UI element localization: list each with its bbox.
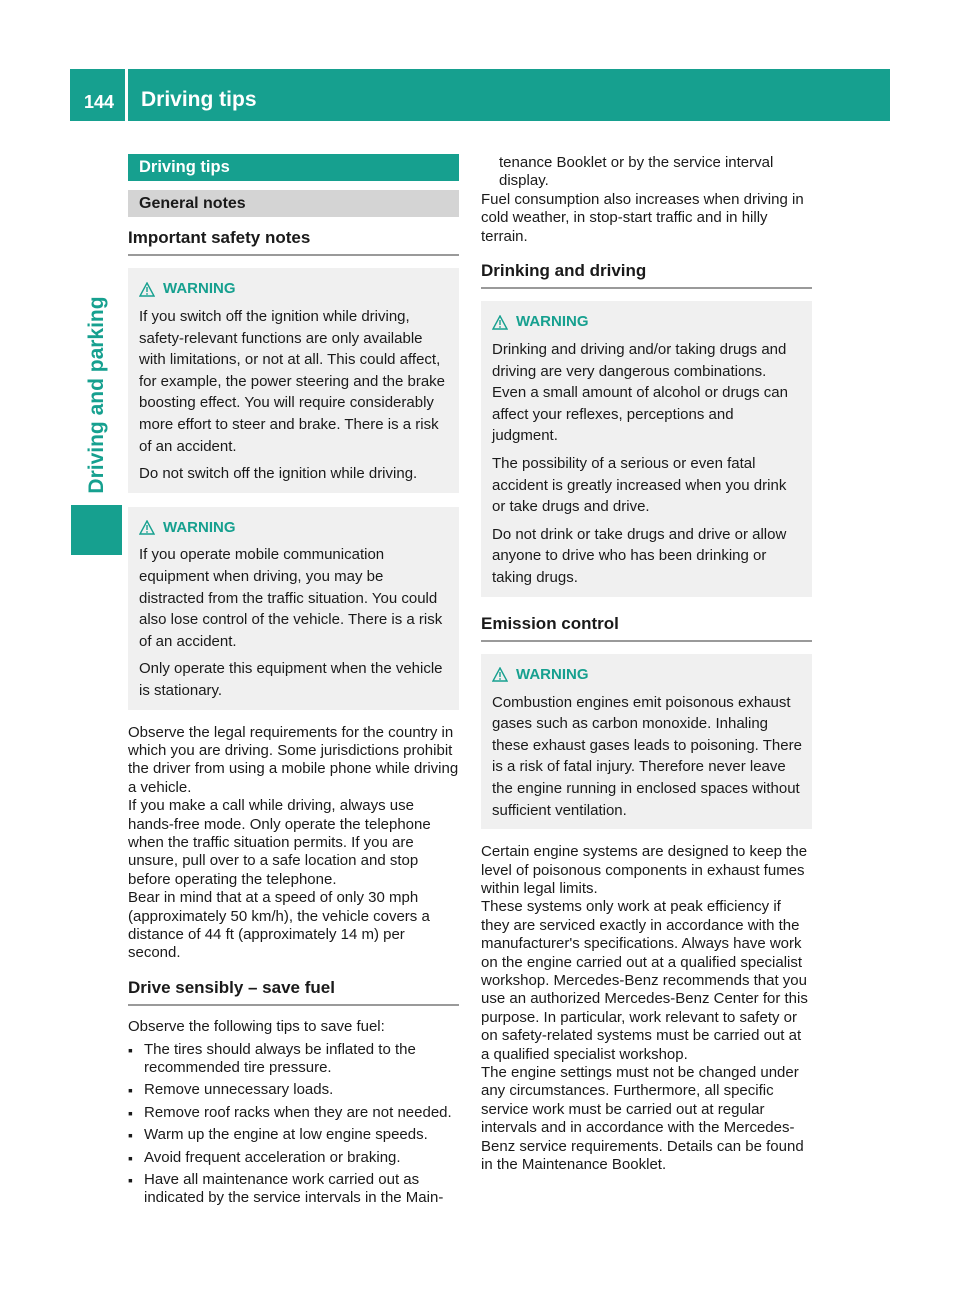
- header-title: Driving tips: [141, 88, 257, 111]
- warning-text: Do not switch off the ignition while driving.: [139, 465, 418, 483]
- body-paragraph: Observe the legal requirements for the country in which you are driving. Some jurisdictions prohibit the driver from using a mobile phone while driving a vehicle.: [128, 723, 459, 796]
- list-item: ▪ Remove unnecessary loads.: [128, 1081, 459, 1099]
- warning-header: [139, 517, 449, 539]
- warning-header: [139, 278, 449, 300]
- warning-label: WARNING: [163, 518, 236, 536]
- body-paragraph: If you make a call while driving, always use hands-free mode. Only operate the telephone when the traffic situation permits. If you are unsure, pull over to a safe location and stop before operating the telephone.: [128, 797, 431, 888]
- warning-triangle-icon: [492, 667, 508, 682]
- page-number: 144: [84, 92, 115, 112]
- warning-box-drinking: [481, 301, 812, 596]
- warning-box-mobile: [128, 507, 459, 710]
- warning-label: WARNING: [163, 280, 236, 298]
- drive-intro: Observe the following tips to save fuel:: [128, 1018, 385, 1036]
- warning-text: The possibility of a serious or even fatal accident is greatly increased when you drink or take drugs and drive.: [492, 455, 787, 516]
- warning-text: Do not drink or take drugs and drive or allow anyone to drive who has been drinking or taking drugs.: [492, 525, 787, 586]
- warning-triangle-icon: [492, 315, 508, 330]
- body-paragraph: Fuel consumption also increases when driving in cold weather, in stop-start traffic and in hilly terrain.: [481, 190, 804, 245]
- drive-sensibly-heading: Drive sensibly – save fuel: [128, 979, 459, 1006]
- body-paragraph: The engine settings must not be changed under any circumstances. Furthermore, all specific service work must be carried out at regular intervals and in accordance with the Mercedes-Benz service requirements. Details can be found in the Maintenance Booklet.: [481, 1064, 804, 1174]
- body-paragraph: These systems only work at peak efficiency if they are serviced exactly in accordance with the manufacturer's specifications. Always have work on the engine carried out at a qualified specialist workshop. Mercedes-Benz recommends that you use an authorized Mercedes-Benz Center for this purpose. In particular, work relevant to safety or on safety-related systems must be carried out at a qualified specialist workshop.: [481, 898, 808, 1063]
- warning-box-emission: [481, 654, 812, 829]
- fuel-tips-list: [128, 1041, 459, 1208]
- left-column: [128, 154, 459, 1212]
- warning-label: WARNING: [516, 313, 589, 331]
- warning-header: [492, 311, 802, 333]
- warning-text: Combustion engines emit poisonous exhaust gases such as carbon monoxide. Inhaling these exhaust gases leads to poisoning. There is a risk of fatal injury. Therefore never leave the engine running in enclosed spaces without sufficient ventilation.: [492, 693, 802, 819]
- body-paragraph: Bear in mind that at a speed of only 30 mph (approximately 50 km/h), the vehicle covers a distance of 44 ft (approximately 14 m) per second.: [128, 889, 430, 962]
- body-paragraph: Certain engine systems are designed to keep the level of poisonous components in exhaust fumes within legal limits.: [481, 843, 808, 897]
- warning-text: Drinking and driving and/or taking drugs and driving are very dangerous combinations. Even a small amount of alcohol or drugs can affect your reflexes, perceptions and judgment.: [492, 341, 788, 445]
- warning-triangle-icon: [139, 520, 155, 535]
- emission-control-heading: Emission control: [481, 615, 812, 642]
- header-divider: [125, 69, 128, 121]
- warning-header: [492, 664, 802, 686]
- important-safety-heading: Important safety notes: [128, 229, 459, 256]
- side-chapter-label: Driving and parking: [85, 296, 108, 494]
- right-column: [481, 154, 812, 1174]
- warning-label: WARNING: [516, 665, 589, 683]
- warning-triangle-icon: [139, 282, 155, 297]
- list-item: ▪ The tires should always be inflated to the recommended tire pressure.: [128, 1041, 459, 1078]
- list-item: ▪ Remove roof racks when they are not needed.: [128, 1104, 459, 1122]
- warning-text: If you operate mobile communication equipment when driving, you may be distracted from the traffic situation. You could also lose control of the vehicle. There is a risk of an accident.: [139, 546, 443, 650]
- warning-box-ignition: [128, 268, 459, 492]
- list-item: ▪ Warm up the engine at low engine speeds.: [128, 1126, 459, 1144]
- list-item: ▪ Avoid frequent acceleration or braking.: [128, 1149, 459, 1167]
- warning-text: If you switch off the ignition while driving, safety-relevant functions are only available with limitations, or not at all. This could affect, for example, the power steering and the brake boosting effect. You will require considerably more effort to steer and brake. There is a risk of an accident.: [139, 308, 446, 455]
- section-title: Driving tips: [128, 154, 459, 181]
- list-item: ▪ Have all maintenance work carried out as indicated by the service intervals in the Main-: [128, 1171, 459, 1208]
- side-chapter-tab: [71, 505, 122, 555]
- subsection-title: General notes: [128, 190, 459, 217]
- list-item-continued: tenance Booklet or by the service interval display.: [499, 154, 774, 190]
- drinking-driving-heading: Drinking and driving: [481, 262, 812, 289]
- warning-text: Only operate this equipment when the vehicle is stationary.: [139, 660, 443, 699]
